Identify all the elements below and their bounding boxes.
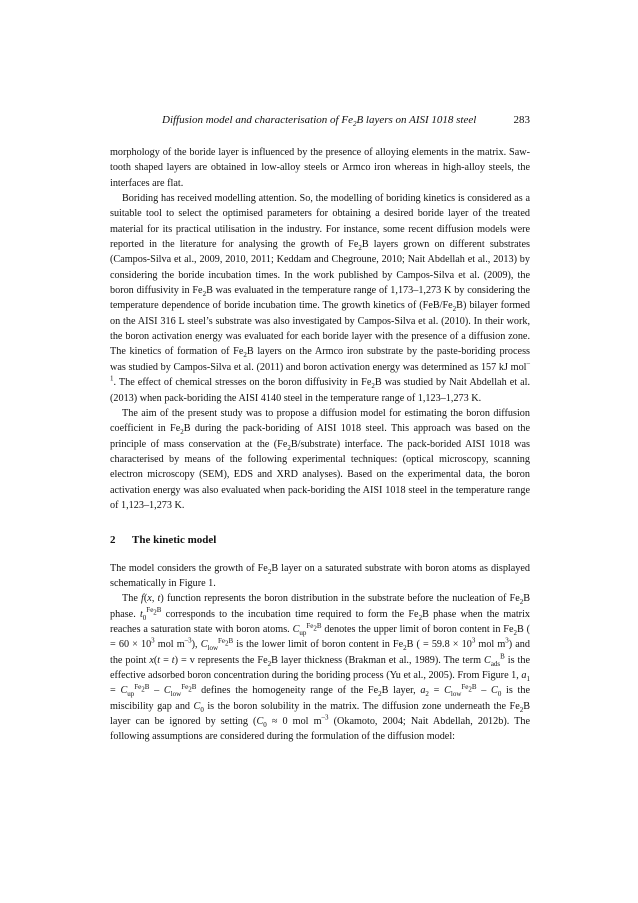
paragraph: The f(x, t) function represents the boron distribution in the substrate before the nucleation of $Fe_2B$ phase. $t_0^{Fe_2B}$ corresponds to the incubation time required to form the $Fe_2B$ phase when the matrix reaches a saturation state with boron atoms. $C_{up}^{Fe_2B}$ denotes the upper limit of boron content in $Fe_2B$ ( = $60 \times 10^3$ mol $m^{-3}$), $C_{low}^{Fe_2B}$ is the lower limit of boron content in $Fe_2B$ ( = $59.8 \times 10^3$ mol $m^3$) and the point x(t = t) = v represents the $Fe_2B$ layer thickness (Brakman et al., 1989). The term $C_{ads}^B$ is the effective adsorbed boron concentration during the boriding process (Yu et al., 2005). From Figure 1, $a_1 = C_{up}^{Fe_2B} - C_{low}^{Fe_2B}$ defines the homogeneity range of the $Fe_2B$ layer, $a_2 = C_{low}^{Fe_2B} - C_0$ is the miscibility gap and $C_0$ is the boron solubility in the matrix. The diffusion zone underneath the $Fe_2B$ layer can be ignored by setting ($C_0 \approx 0$ mol $m^{-3}$ (Okamoto, 2004; Nait Abdellah, 2012b). The following assumptions are considered during the formulation of the diffusion model: <box>110 593 531 743</box>
section-heading <box>110 533 530 548</box>
body-text <box>110 145 530 745</box>
paragraph: morphology of the boride layer is influenced by the presence of alloying elements in the matrix. Saw-tooth shaped layers are obtained in low-alloy steels or Armco iron whereas in high-alloy steels, the interfaces are flat. <box>110 147 530 189</box>
paragraph: The aim of the present study was to propose a diffusion model for estimating the boron diffusion coefficient in $Fe_2B$ during the pack-boriding of AISI 1018 steel. This approach was based on the principle of mass conservation at the $(Fe_2B/substrate)$ interface. The pack-borided AISI 1018 was characterised by means of the following experimental techniques: (optical microscopy, scanning electron microscopy (SEM), EDS and XRD analyses). Based on the experimental data, the boron activation energy was also evaluated when pack-boriding the AISI 1018 steel in the temperature range of 1,123–1,273 K. <box>110 407 531 511</box>
model-paragraphs <box>110 561 530 745</box>
section-number: 2 <box>110 534 116 547</box>
running-head-title: Diffusion model and characterisation of $Fe_2B$ layers on AISI 1018 steel <box>162 114 477 129</box>
intro-paragraphs <box>110 145 530 513</box>
page-number: 283 <box>513 114 530 126</box>
paragraph: The model considers the growth of $Fe_2B$ layer on a saturated substrate with boron atoms as displayed schematically in Figure 1. <box>110 562 530 589</box>
section-title: The kinetic model <box>132 534 217 547</box>
paragraph: Boriding has received modelling attention. So, the modelling of boriding kinetics is considered as a suitable tool to select the optimised parameters for obtaining a desired boride layer of the treated material for its practical utilisation in the industry. For instance, some recent diffusion models were reported in the literature for analysing the growth of $Fe_2B$ layers grown on different substrates (Campos-Silva et al., 2009, 2010, 2011; Keddam and Chegroune, 2010; Nait Abdellah et al., 2013) by considering the boride incubation times. In the work published by Campos-Silva et al. (2009), the boron diffusivity in $Fe_2B$ was evaluated in the temperature range of 1,173–1,273 K by considering the temperature dependence of boride incubation time. The growth kinetics of $(FeB/Fe_2B)$ bilayer formed on the AISI 316 L steel’s substrate was also investigated by Campos-Silva et al. (2010). In their work, the boron activation energy was evaluated for each boride layer with the presence of a diffusion zone. The kinetics of formation of $Fe_2B$ layers on the Armco iron substrate by the paste-boriding process was studied by Campos-Silva et al. (2011) and boron activation energy was determined as 157 kJ mol$^{-1}$. The effect of chemical stresses on the boron diffusivity in $Fe_2B$ was studied by Nait Abdellah et al. (2013) when pack-boriding the AISI 4140 steel in the temperature range of 1,123–1,273 K. <box>110 193 531 404</box>
